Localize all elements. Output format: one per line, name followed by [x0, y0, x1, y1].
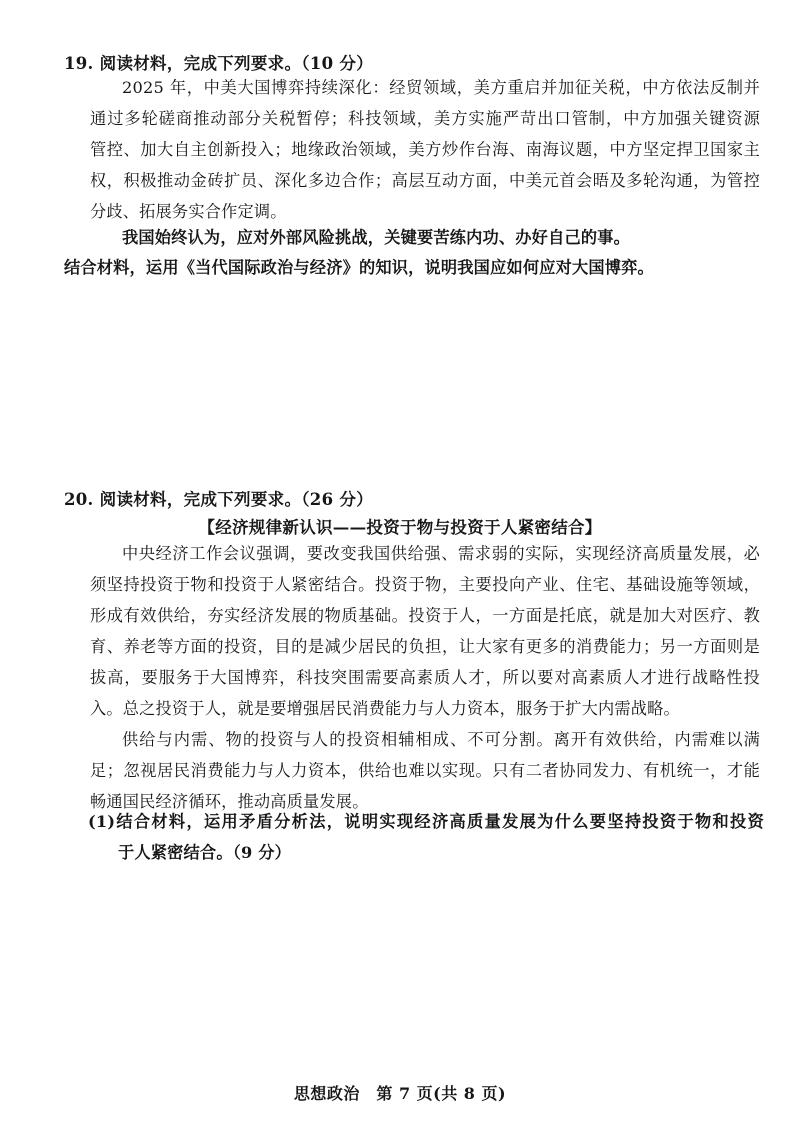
- page-footer: 思想政治 第 7 页(共 8 页): [293, 1084, 507, 1103]
- task-line: 结合材料，运用《当代国际政治与经济》的知识，说明我国应如何应对大国博弈。: [64, 258, 654, 277]
- question-19-heading: 19. 阅读材料，完成下列要求。（10 分）: [64, 54, 374, 73]
- material-line: 须坚持投资于物和投资于人紧密结合。投资于物，主要投向产业、住宅、基础设施等领域，: [90, 575, 760, 594]
- material-line: 我国始终认为，应对外部风险挑战，关键要苦练内功、办好自己的事。: [122, 228, 631, 247]
- material-line: 中央经济工作会议强调，要改变我国供给强、需求弱的实际，实现经济高质量发展，必: [122, 544, 760, 563]
- task-line: 于人紧密结合。（9 分）: [118, 843, 292, 862]
- question-19-material: [90, 72, 760, 227]
- material-line: 权，积极推动金砖扩员、深化多边合作；高层互动方面，中美元首会晤及多轮沟通，为管控: [90, 171, 760, 190]
- question-20-subtitle: 【经济规律新认识——投资于物与投资于人紧密结合】: [198, 518, 602, 537]
- question-19-material-2: [122, 222, 762, 253]
- material-line: 形成有效供给，夯实经济发展的物质基础。投资于人，一方面是托底，就是加大对医疗、教: [90, 606, 760, 625]
- question-19-task: [64, 252, 764, 283]
- material-line: 畅通国民经济循环，推动高质量发展。: [90, 792, 369, 811]
- question-20-material-2: [90, 724, 760, 817]
- task-line: (1)结合材料，运用矛盾分析法，说明实现经济高质量发展为什么要坚持投资于物和投资: [88, 812, 764, 831]
- material-line: 足；忽视居民消费能力与人力资本，供给也难以实现。只有二者协同发力、有机统一，才能: [90, 761, 760, 780]
- question-20-heading: 20. 阅读材料，完成下列要求。（26 分）: [64, 490, 374, 509]
- material-line: 管控、加大自主创新投入；地缘政治领域，美方炒作台海、南海议题，中方坚定捍卫国家主: [90, 140, 760, 159]
- material-line: 入。总之投资于人，就是要增强居民消费能力与人力资本，服务于扩大内需战略。: [90, 699, 680, 718]
- material-line: 通过多轮磋商推动部分关税暂停；科技领域，美方实施严苛出口管制，中方加强关键资源: [90, 109, 760, 128]
- material-line: 分歧、拓展务实合作定调。: [90, 202, 287, 221]
- material-line: 拔高，要服务于大国博弈，科技突围需要高素质人才，所以要对高素质人才进行战略性投: [90, 668, 760, 687]
- material-line: 育、养老等方面的投资，目的是减少居民的负担，让大家有更多的消费能力；另一方面则是: [90, 637, 760, 656]
- material-line: 2025 年，中美大国博弈持续深化：经贸领域，美方重启并加征关税，中方依法反制并: [122, 78, 760, 97]
- question-20-part-1: [88, 806, 764, 868]
- question-20-material: [90, 538, 760, 724]
- material-line: 供给与内需、物的投资与人的投资相辅相成、不可分割。离开有效供给，内需难以满: [122, 730, 760, 749]
